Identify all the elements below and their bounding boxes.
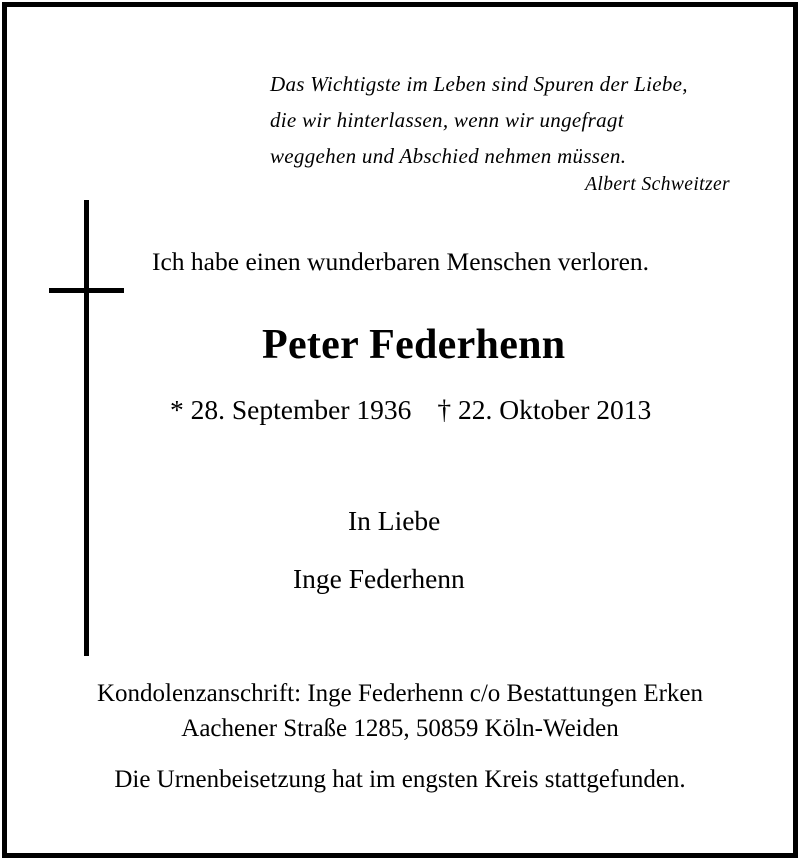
quote-line: Das Wichtigste im Leben sind Spuren der Liebe, <box>270 72 688 96</box>
condolence-address-line1: Kondolenzanschrift: Inge Federhenn c/o Bestattungen Erken <box>96 680 704 707</box>
burial-note: Die Urnenbeisetzung hat im engsten Kreis stattgefunden. <box>114 766 686 793</box>
intro-text: Ich habe einen wunderbaren Menschen verloren. <box>152 247 650 276</box>
quote <box>270 66 740 174</box>
cross-horizontal-bar <box>49 288 124 293</box>
quote-author: Albert Schweitzer <box>585 174 730 195</box>
quote-line: die wir hinterlassen, wenn wir ungefragt <box>270 108 624 132</box>
signer-name: Inge Federhenn <box>293 563 465 594</box>
death-date: † 22. Oktober 2013 <box>437 394 652 425</box>
life-dates <box>170 394 651 426</box>
birth-date: * 28. September 1936 <box>170 394 412 425</box>
cross-vertical-bar <box>84 200 89 656</box>
quote-line: weggehen und Abschied nehmen müssen. <box>270 144 627 168</box>
closing-text: In Liebe <box>348 505 441 536</box>
deceased-name: Peter Federhenn <box>262 322 566 368</box>
condolence-address-line2: Aachener Straße 1285, 50859 Köln-Weiden <box>181 715 619 742</box>
